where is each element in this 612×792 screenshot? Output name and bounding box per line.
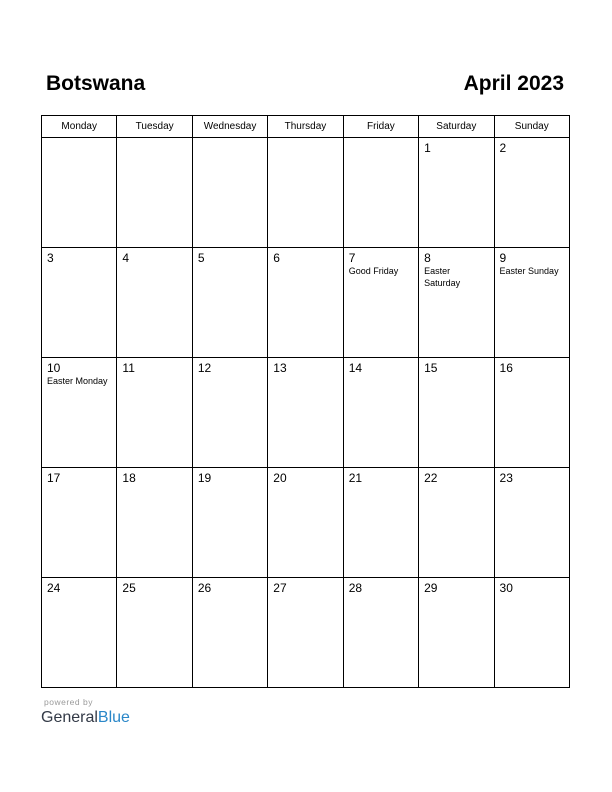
day-cell: [117, 578, 192, 688]
day-cell: [192, 578, 267, 688]
day-cell: [494, 358, 569, 468]
week-row: [42, 358, 570, 468]
day-cell: [42, 248, 117, 358]
week-row: [42, 248, 570, 358]
holiday-label: Good Friday: [348, 266, 399, 276]
weekday-header: Friday: [343, 116, 418, 138]
day-number: [117, 138, 191, 141]
generalblue-logo: [41, 708, 130, 728]
weekday-header: Wednesday: [192, 116, 267, 138]
day-number: [344, 138, 418, 141]
week-row: [42, 138, 570, 248]
day-cell: [268, 138, 343, 248]
weekday-header: Tuesday: [117, 116, 192, 138]
weekday-header: Monday: [42, 116, 117, 138]
country-title: Botswana: [46, 72, 146, 95]
day-number: 29: [424, 581, 438, 595]
day-cell: [343, 248, 418, 358]
day-cell: [42, 468, 117, 578]
day-cell: [268, 468, 343, 578]
day-cell: [42, 138, 117, 248]
holiday-label: Easter Monday: [47, 376, 108, 386]
day-number: 21: [348, 471, 363, 485]
logo-text-general: General: [41, 709, 98, 726]
day-number: 9: [499, 251, 507, 265]
day-number: 24: [47, 581, 61, 595]
day-cell: [42, 358, 117, 468]
day-cell: [117, 358, 192, 468]
day-cell: [419, 358, 494, 468]
weekday-header: Sunday: [494, 116, 569, 138]
day-cell: [419, 578, 494, 688]
day-cell: [192, 248, 267, 358]
day-cell: [117, 248, 192, 358]
day-cell: [494, 248, 569, 358]
day-cell: [192, 358, 267, 468]
day-number: 23: [499, 471, 513, 485]
day-number: 27: [273, 581, 287, 595]
day-number: 30: [499, 581, 513, 595]
day-number: [42, 138, 116, 141]
day-number: 10: [47, 361, 61, 375]
generalblue-brand: [41, 696, 130, 728]
day-number: 5: [197, 251, 205, 265]
weekday-header-row: [42, 116, 570, 138]
day-number: 20: [273, 471, 287, 485]
day-number: 26: [197, 581, 212, 595]
day-number: 2: [499, 141, 507, 155]
week-row: [42, 578, 570, 688]
day-cell: [343, 578, 418, 688]
day-number: 8: [424, 251, 431, 265]
day-cell: [494, 468, 569, 578]
day-number: 19: [197, 471, 212, 485]
day-cell: [419, 248, 494, 358]
logo-text-blue: Blue: [97, 709, 130, 726]
month-year-title: April 2023: [463, 72, 564, 95]
day-cell: [192, 138, 267, 248]
day-number: 15: [424, 361, 438, 375]
holiday-label: Easter Sunday: [499, 266, 559, 276]
day-number: 6: [273, 251, 280, 265]
day-number: 12: [197, 361, 212, 375]
day-number: 22: [424, 471, 438, 485]
day-cell: [343, 138, 418, 248]
calendar-grid: [41, 115, 570, 688]
day-number: 18: [122, 471, 136, 485]
day-number: 25: [122, 581, 136, 595]
day-cell: [494, 578, 569, 688]
day-cell: [343, 358, 418, 468]
day-cell: [268, 358, 343, 468]
day-number: 14: [348, 361, 363, 375]
day-number: 13: [273, 361, 287, 375]
day-cell: [192, 468, 267, 578]
day-number: 11: [122, 361, 135, 375]
day-cell: [494, 138, 569, 248]
day-number: 16: [499, 361, 513, 375]
day-number: [268, 138, 342, 141]
powered-by-text: powered by: [44, 697, 93, 707]
day-cell: [419, 468, 494, 578]
day-cell: [268, 248, 343, 358]
day-number: 28: [348, 581, 363, 595]
day-cell: [343, 468, 418, 578]
day-cell: [117, 138, 192, 248]
weekday-header: Saturday: [419, 116, 494, 138]
day-number: 17: [47, 471, 61, 485]
day-number: 4: [122, 251, 130, 265]
day-number: 7: [348, 251, 356, 265]
day-cell: [419, 138, 494, 248]
day-number: 1: [424, 141, 431, 155]
day-number: 3: [47, 251, 54, 265]
week-row: [42, 468, 570, 578]
weekday-header: Thursday: [268, 116, 343, 138]
day-cell: [42, 578, 117, 688]
day-cell: [117, 468, 192, 578]
day-number: [193, 138, 267, 141]
day-cell: [268, 578, 343, 688]
holiday-label: Easter Saturday: [424, 266, 461, 288]
